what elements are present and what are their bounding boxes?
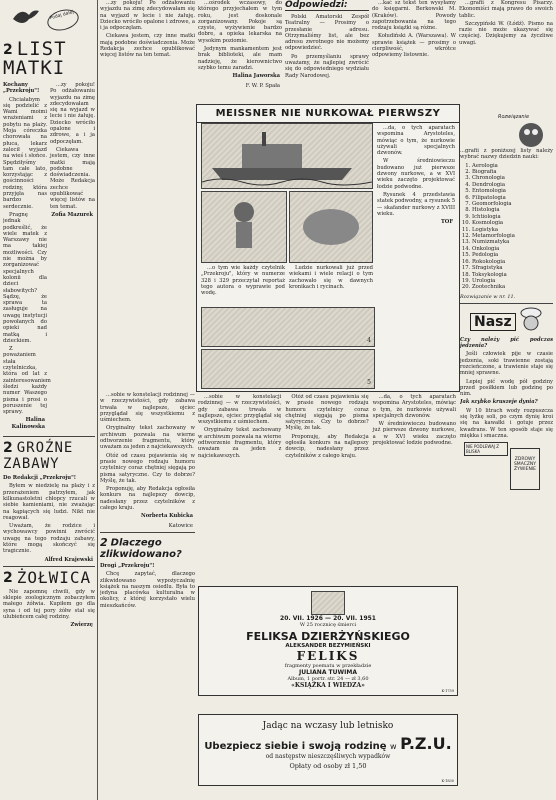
illustration-diver xyxy=(201,191,287,263)
list-matki-title: 2 LIST MATKI xyxy=(3,38,67,79)
meissner-paragraph: W średniowieczu budowano już pierwsze dzwony nurkowe, a w XVI wieku zaczęto projektować łodzie podwodne. xyxy=(377,158,455,190)
chef-icon xyxy=(518,307,544,335)
nasz-title: Nasz xyxy=(470,313,516,331)
column-2-signature-place: Katowice xyxy=(168,522,193,529)
quiz-item: 8. Histologia xyxy=(472,207,553,213)
column-rule xyxy=(97,0,98,800)
quiz-item: 18. Toksykologia xyxy=(472,272,553,278)
ad2-line2b: w xyxy=(390,742,397,751)
letter-greeting: Kochany „Przekroju"! xyxy=(3,82,40,95)
figure-4-label: 4 xyxy=(367,337,371,344)
column-3-top xyxy=(198,0,282,118)
divider xyxy=(460,303,553,304)
owl-icon xyxy=(516,120,546,150)
letter-paragraph: Chciałabym się podzielić z Wami moimi wrażeniami z pobytu na plaży. Moja córeczka chorowała na płuca, lekarz zalecił wyjazd na wieś i słońce. Spędziłyśmy tam całe lato, korzystając z gościnności rodziny, która przyjęła nas bardzo serdecznie. xyxy=(3,96,47,210)
column-3-lower-paragraph: W średniowieczu budowano już pierwsze dzwony nurkowe, a w XVI wieku zaczęto projektować łodzie podwodne. xyxy=(372,421,456,447)
ship-icon xyxy=(202,124,372,188)
ad1-dates: 20. VII. 1926 — 20. VII. 1951 xyxy=(280,615,376,622)
quiz-list xyxy=(460,163,553,291)
quiz-item: 1. Aerologia xyxy=(472,163,553,169)
quiz-item: 15. Pedologia xyxy=(472,252,553,258)
figure-5-label: 5 xyxy=(367,379,371,386)
sign-board: ZDROWY SMACZNY ŻYWIENIE xyxy=(510,448,540,490)
nasz-paragraph: Lepiej pić wodę pół godziny przed posiłkiem lub godzinę po nim. xyxy=(460,378,553,398)
ad2-line4: Opłaty od osoby zł 1,50 xyxy=(289,762,367,770)
ad1-sub: W 25 rocznicę śmierci xyxy=(299,622,357,628)
figure-icon xyxy=(290,192,372,262)
quiz-item: 10. Kosmologia xyxy=(472,220,553,226)
zolwica-title: 2 ŻOŁWICA xyxy=(3,567,92,587)
meissner-title: MEISSNER NIE NURKOWAŁ PIERWSZY xyxy=(197,105,459,123)
letter-signature: Zofia Mazurek xyxy=(51,211,93,218)
divider xyxy=(3,566,95,567)
bullet-icon: 2 xyxy=(3,41,14,58)
odpowiedzi-paragraph: Po przemyślaniu sprawy uważamy, że najlepiej zwrócić się do odpowiedniego wydziału Rady Narodowej. xyxy=(285,53,369,79)
far-right-paragraph: ...grafii z Kongresu Pisarzy. Ekonomiści mają prawo do swoich tablic. xyxy=(459,0,553,19)
column-3-signature-place: F. W. P. Spała xyxy=(245,82,280,89)
column-3-lower-paragraph: Otóż od czasu pojawienia się w prasie nowego rodzaju humoru czytelnicy coraz chętniej sięgają po pisma satyryczne. Czy to dobrze? Myślę, że tak. xyxy=(285,394,369,432)
divider xyxy=(3,436,95,437)
ad2-line2: Ubezpiecz siebie i swoją rodzinę xyxy=(204,741,387,752)
column-3-lower-paragraph: ...da, o tych aparatach wspomina Arystoteles, mówiąc o tym, że nurkowie używali specjalnych dzwonów. xyxy=(372,394,456,419)
grozne-zabawy-title: 2 GROŹNE ZABAWY xyxy=(3,440,74,473)
meissner-signature: TOF xyxy=(440,219,453,226)
column-2-top xyxy=(100,0,195,118)
odpowiedzi-title: Odpowiedzi: xyxy=(285,0,369,11)
ad1-desc: fragmenty poematu w przekładzie xyxy=(284,663,372,669)
ad1-portrait xyxy=(311,591,345,615)
quiz-title: Rozwiązanie xyxy=(498,114,530,120)
column-3-lower-paragraph: Proponuję, aby Redakcja ogłosiła konkurs na najlepszy dowcip, nadesłany przez czytelników z całego kraju. xyxy=(285,433,369,459)
quiz-item: 12. Metamorfologia xyxy=(472,233,553,239)
bullet-icon: 2 xyxy=(3,570,14,587)
column-2-paragraph: Otóż od czasu pojawienia się w prasie nowego rodzaju humoru czytelnicy coraz chętniej sięgają po pisma satyryczne. Czy to dobrze? Myślę, że tak. xyxy=(100,452,195,484)
quiz-item: 9. Ichtiologia xyxy=(472,214,553,220)
illustration-diver-2 xyxy=(289,191,373,263)
column-2-top-paragraph: ...zy pokoju! Po odżałowaniu wyjazdu na zimę zdecydowałam się na wyjazd w lecie i nie żałuję. Dziecko wróciło opalone i zdrowe, a i ja odpoczęłam. xyxy=(100,0,195,32)
meissner-right-text xyxy=(377,125,455,228)
quiz-item: 6. Filipatologia xyxy=(472,195,553,201)
ad1-publisher: «KSIĄŻKA I WIEDZA» xyxy=(291,682,365,689)
column-2-top-paragraph: Ciekawa jestem, czy inne matki mają podobne doświadczenia. Może Redakcja zechce opublikować więcej listów na ten temat. xyxy=(100,33,195,59)
nasz-header xyxy=(460,307,553,337)
quiz-item: 13. Numizmatyka xyxy=(472,239,553,245)
quiz-item: 16. Rokokologia xyxy=(472,259,553,265)
quiz-item: 14. Onkologia xyxy=(472,246,553,252)
quiz-item: 7. Geomorfologia xyxy=(472,201,553,207)
grozne-paragraph: Uważam, że rodzice i wychowawcy powinni zwrócić uwagę na tego rodzaju zabawy, które mogą skończyć się tragicznie. xyxy=(3,523,95,555)
letter-paragraph: Pragnę jednak podkreślić, że wiele matek z Warszawy nie ma takiej możliwości. Czy nie można by zorganizować specjalnych kolonii dla dzieci słabowitych? Sądzę, że sprawa ta zasługuje na uwagę instytucji powołanych do opieki nad matką i dzieckiem. xyxy=(3,211,47,344)
quiz-item: 20. Zootechnika xyxy=(472,284,553,290)
letter-paragraph: Z poważaniem stała czytelniczka, która od lat z zainteresowaniem śledzi każdy numer Waszego pisma i prosi o poruszenie tej sprawy. xyxy=(3,346,51,416)
nasz-subtitle-2: Jak szybko kruszeje dynia? xyxy=(460,399,538,406)
illustration-ship xyxy=(201,123,373,189)
diver-icon xyxy=(202,192,286,262)
zolwica-paragraph: Nie zapomnę chwili, gdy w sklepie zoologicznym zobaczyłem małego żółwia. Kupiłem go dla syna i od tej pory żółw stał się ulubieńcem całej rodziny. xyxy=(3,588,95,621)
bird-icon xyxy=(11,5,41,29)
nasz-subtitle: Czy należy pić podczas jedzenia? xyxy=(460,336,553,350)
bullet-icon: 2 xyxy=(3,440,14,457)
quiz-item: 5. Entomologia xyxy=(472,188,553,194)
ad1-translator: JULIANA TUWIMA xyxy=(299,669,357,676)
meissner-paragraph: Rysunek 4 przedstawia statek podwodny, a rysunek 5 — skafander nurkowy z XVIII wieku. xyxy=(377,191,455,217)
far-right-paragraph: Szczypiński W. (Łódź). Pismo na razie nie może ukazywać się częściej. Dziękujemy za życzliwe uwagi. xyxy=(459,20,553,46)
ad1-price: Album, 1 portr. str. 24 — zł 3,60 xyxy=(287,676,369,682)
meissner-left-text xyxy=(201,265,373,296)
meissner-paragraph: ...o tym wie każdy czytelnik „Przekroju", który w numerze 328 i 329 przeczytał reportaż tego autora o wyprawie pod wodę. xyxy=(201,265,285,297)
right-top-section xyxy=(372,0,456,118)
grozne-signature: Alfred Krajewski xyxy=(44,556,93,563)
ad1-work: FELIKS xyxy=(296,649,360,663)
letter-paragraph: Ciekawa jestem, czy inne matki mają podobne doświadczenia. Może Redakcja zechce opublikować więcej listów na ten temat. xyxy=(50,146,95,210)
divider xyxy=(100,532,195,533)
ad1-name: FELIKSA DZIERŻYŃSKIEGO xyxy=(246,630,410,643)
quiz-item: 19. Urologia xyxy=(472,278,553,284)
column-3-lower-paragraph: Oryginalny tekst zachowany w archiwum pozwala na wierne odtworzenie fragmentu, który uważam za jeden z najciekawszych. xyxy=(198,427,282,459)
nasz-sign xyxy=(460,442,553,498)
odpowiedzi-paragraph: Polski Amatorski Zespół Teatralny — Prosimy o przesłanie adresu. Otrzymaliśmy list, ale bez adresu zwrotnego nie możemy odpowiedzieć. xyxy=(285,14,369,52)
podaj-dalej-stamp xyxy=(3,0,95,40)
nasz-paragraph: W 10 litrach wody rozpuszcza się łyżkę soli, po czym dynię kroi się na kawałki i gotuje przez kwadrans. W ten sposób staje się miękka i smaczna. xyxy=(460,407,553,439)
column-3-paragraph: ...ośrodek wczasowy, do którego przyjechałem w tym roku, jest doskonale zorganizowany. Pokoje są czyste, wyżywienie bardzo dobre, a opieka lekarska na wysokim poziomie. xyxy=(198,0,282,44)
quiz-footer: Rozwiązanie w nr. 11. xyxy=(460,293,516,300)
column-2-paragraph: Oryginalny tekst zachowany w archiwum pozwala na wierne odtworzenie fragmentu, który uważam za jeden z najciekawszych. xyxy=(100,425,195,451)
stamp-text: Podaj dalej xyxy=(45,6,81,34)
ad2-line2-row xyxy=(199,734,457,753)
ad-pzu xyxy=(198,714,458,786)
quiz-column xyxy=(460,0,553,800)
grozne-paragraph: Byłem w niedzielę na plaży i z przerażeniem patrzyłem, jak kilkunastoletni chłopcy rzucali w siebie kamieniami, nie zważając na kąpiących się ludzi. Nikt nie reagował. xyxy=(3,483,95,521)
column-3-signature: Halina Jaworska xyxy=(232,73,280,80)
quiz-item: 3. Chronologia xyxy=(472,175,553,181)
right-top-paragraph: ...kać sz tekst ten wysyłamy do księgarni. Berkowski M. (Kraków). Powody zapotrzebowania na tego rodzaju książki są różne. xyxy=(372,0,456,32)
ad2-pzu: P.Z.U. xyxy=(400,734,452,753)
quiz-item: 4. Dendrologia xyxy=(472,182,553,188)
column-1 xyxy=(3,0,95,800)
dlaczego-greeting: Drogi „Przekroju"! xyxy=(100,562,155,569)
quiz-item: 17. Sfragistyka xyxy=(472,265,553,271)
column-2-signature: Norberta Kubicka xyxy=(140,513,193,520)
grozne-greeting: Do Redakcji „Przekroju"! xyxy=(3,475,77,482)
column-2 xyxy=(100,0,195,800)
sign-top: NIE PODLEWAJ Z BLISKA xyxy=(464,442,508,456)
quiz-item: 11. Logistyka xyxy=(472,227,553,233)
bullet-icon: 2 xyxy=(100,535,108,549)
dlaczego-title: 2 Dlaczego zlikwidowano? xyxy=(100,535,182,560)
quiz-intro: ...grafii z poniższej listy należy wybrać nazwy dziedzin nauki: xyxy=(460,148,553,161)
ad2-code: K-1830 xyxy=(441,779,454,783)
column-3-paragraph: Jedynym mankamentem jest brak biblioteki, ale mam nadzieję, że kierownictwo szybko temu zaradzi. xyxy=(198,46,282,71)
illustration-5 xyxy=(201,349,375,389)
ad1-code: K-1759 xyxy=(441,689,454,693)
ad2-line1: Jadąc na wczasy lub letnisko xyxy=(262,721,394,731)
ad2-line3: od następstw nieszczęśliwych wypadków xyxy=(265,753,391,760)
odpowiedzi-section xyxy=(285,0,369,118)
meissner-paragraph: ...da, o tych aparatach wspomina Arystoteles, mówiąc o tym, że nurkowie używali specjalnych dzwonów. xyxy=(377,125,455,157)
meissner-article xyxy=(196,104,460,392)
column-2-paragraph: ...sobie w konstelacji rodzinnej — w rzeczywistości, gdy zabawa trwała w najlepsze, ojciec przyglądał się wszystkiemu z uśmiechem. xyxy=(100,392,195,424)
zolwica-signature: Zwierzę xyxy=(70,622,93,629)
letter-paragraph: ...zy pokoju! Po odżałowaniu wyjazdu na zimę zdecydowałam się na wyjazd w lecie i nie żałuję. Dziecko wróciło opalone i zdrowe, a i ja odpoczęłam. xyxy=(50,82,95,145)
column-3-lower xyxy=(198,394,456,582)
quiz-item: 2. Biografia xyxy=(472,169,553,175)
column-3-lower-paragraph: ...sobie w konstelacji rodzinnej — w rzeczywistości, gdy zabawa trwała w najlepsze, ojciec przyglądał się wszystkiemu z uśmiechem. xyxy=(198,394,282,426)
column-2-paragraph: Proponuję, aby Redakcja ogłosiła konkurs na najlepszy dowcip, nadesłany przez czytelników z całego kraju. xyxy=(100,486,195,512)
dlaczego-paragraph: Chcę zapytać, dlaczego zlikwidowano wypożyczalnię książek na naszym osiedlu. Była to jedyna placówka kulturalna w okolicy, z której korzystało wielu mieszkańców. xyxy=(100,571,195,609)
ad1-author: ALEKSANDER BEZYMIEŃSKI xyxy=(285,643,371,649)
ad-dzierzynski xyxy=(198,586,458,696)
nasz-paragraph: Jeśli człowiek pije w czasie jedzenia, soki trawienne zostają rozcieńczone, a trawienie staje się mniej sprawne. xyxy=(460,351,553,377)
illustration-4 xyxy=(201,307,375,347)
letter-signature: Halina Kalinowska xyxy=(11,417,45,430)
right-top-paragraph: Kołudiński A. (Warszawa). W sprawie książek — prosimy o cierpliwość, wkrótce odpowiemy listownie. xyxy=(372,33,456,59)
quiz-mascot xyxy=(460,112,553,148)
meissner-paragraph: Ludzie nurkowali już przed wiekami i wiele relacji o tym zachowało się w dawnych kronikach i rycinach. xyxy=(289,265,373,290)
